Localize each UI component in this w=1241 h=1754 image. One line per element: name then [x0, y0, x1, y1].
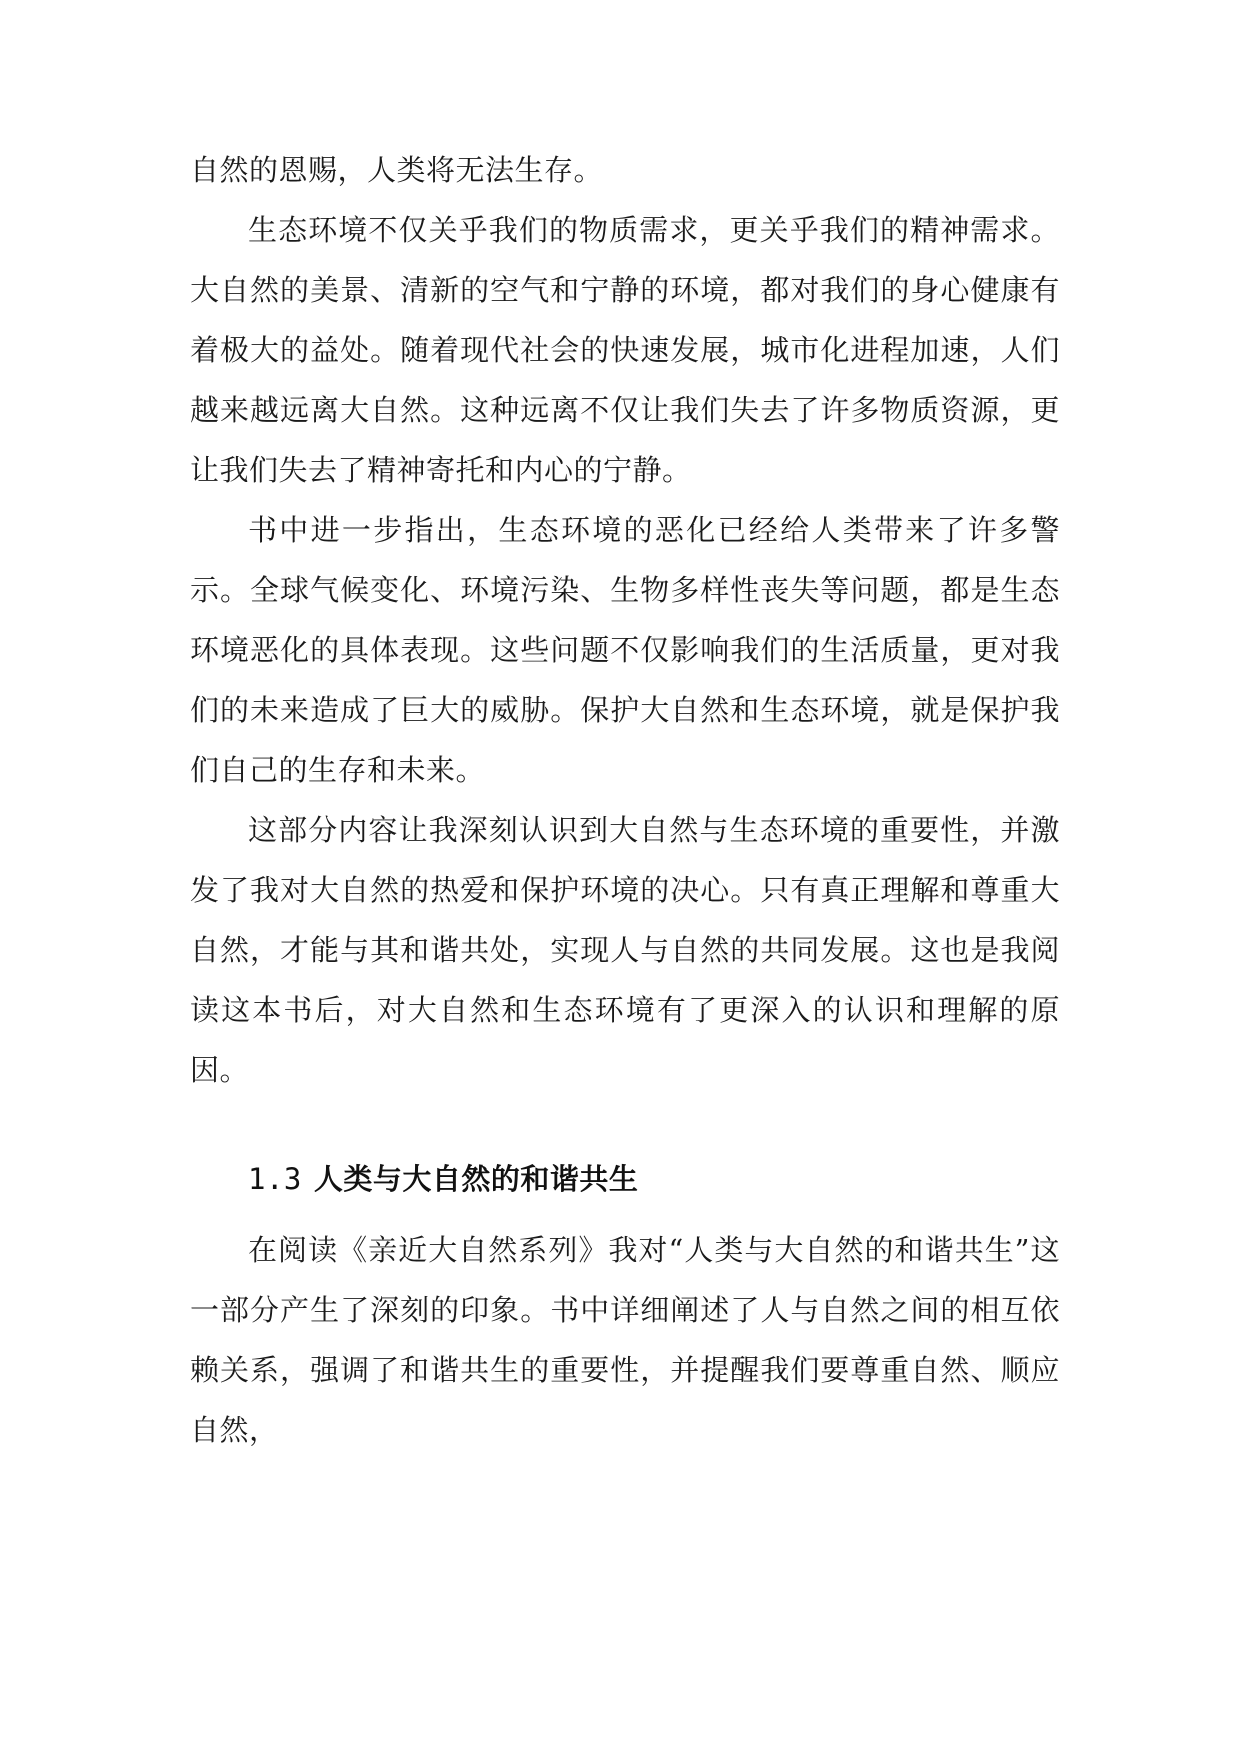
document-body — [190, 140, 1060, 1460]
paragraph-continued: 自然的恩赐，人类将无法生存。 — [190, 153, 604, 187]
section-number: 1.3 — [248, 1162, 302, 1196]
section-heading — [190, 1149, 1060, 1209]
paragraph-reflection: 这部分内容让我深刻认识到大自然与生态环境的重要性，并激发了我对大自然的热爱和保护环境的决心。只有真正理解和尊重大自然，才能与其和谐共处，实现人与自然的共同发展。这也是我阅读这本书后，对大自然和生态环境有了更深入的认识和理解的原因。 — [190, 813, 1060, 1087]
section-title: 人类与大自然的和谐共生 — [313, 1162, 639, 1196]
paragraph-ecology-warnings: 书中进一步指出，生态环境的恶化已经给人类带来了许多警示。全球气候变化、环境污染、生物多样性丧失等问题，都是生态环境恶化的具体表现。这些问题不仅影响我们的生活质量，更对我们的未来造成了巨大的威胁。保护大自然和生态环境，就是保护我们自己的生存和未来。 — [190, 513, 1060, 787]
paragraph-harmony-intro: 在阅读《亲近大自然系列》我对“人类与大自然的和谐共生”这一部分产生了深刻的印象。书中详细阐述了人与自然之间的相互依赖关系，强调了和谐共生的重要性，并提醒我们要尊重自然、顺应自然， — [190, 1233, 1060, 1447]
paragraph-ecology-needs: 生态环境不仅关乎我们的物质需求，更关乎我们的精神需求。大自然的美景、清新的空气和宁静的环境，都对我们的身心健康有着极大的益处。随着现代社会的快速发展，城市化进程加速，人们越来越远离大自然。这种远离不仅让我们失去了许多物质资源，更让我们失去了精神寄托和内心的宁静。 — [190, 213, 1060, 487]
